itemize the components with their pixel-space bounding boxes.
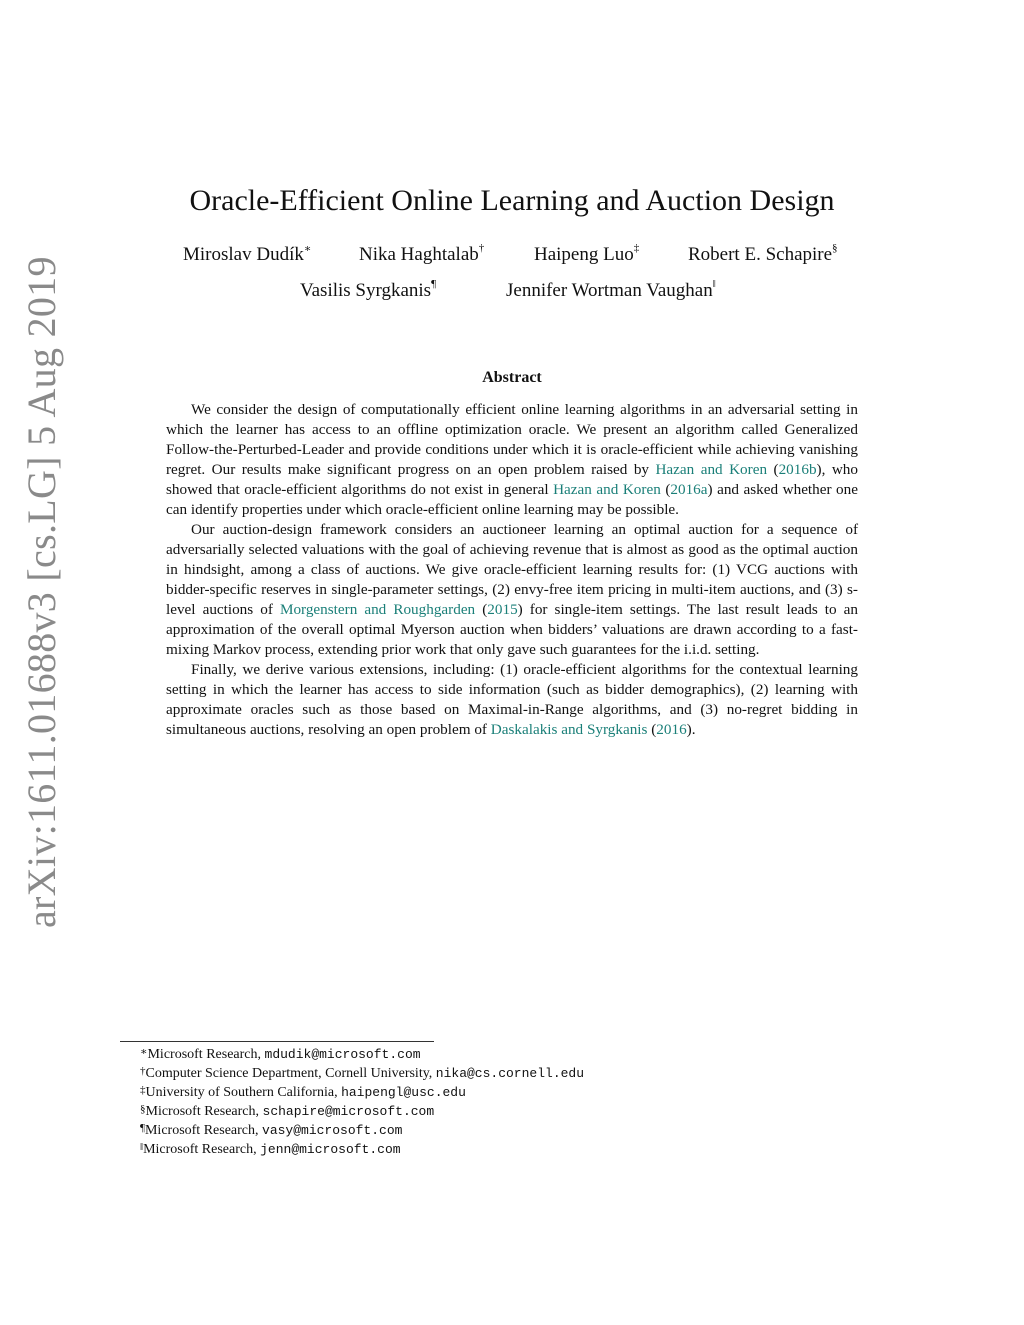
author [359,244,484,266]
paper-title: Oracle-Efficient Online Learning and Auction Design [189,184,835,217]
abstract-paragraph [166,400,858,520]
author-mark: † [478,242,485,254]
text: Finally, we derive various extensions, including: (1) oracle-efficient algorithms for the contextual learning setting in which the learner has access to side information (such as bidder demographics), (2) learning with approximate oracles such as those based on Maximal-in-Range algorithms, and (3) no-regret bidding in simultaneous auctions, resolving an open problem of [166,661,858,738]
citation-link[interactable]: Hazan and Koren [655,461,768,478]
footnote [140,1064,584,1083]
email-address: vasy@microsoft.com [262,1123,403,1138]
author [183,244,311,266]
author [534,244,639,266]
footnote-divider [120,1041,434,1042]
text: ) for single-item settings. The last result leads to an approximation of the overall optimal Myerson auction when bidders’ valuations are drawn according to a fast-mixing Markov process, extending prior work that only gave such guarantees for the i.i.d. setting. [166,601,858,658]
author-mark: ∗ [303,243,312,255]
author-mark: § [832,242,838,254]
text: ( [660,481,671,498]
text: ), who showed that oracle-efficient algorithms do not exist in general [166,461,858,498]
author-name: Robert E. Schapire [688,244,833,265]
text: ). [686,721,696,738]
author [300,280,436,302]
footnote-mark: † [140,1065,146,1077]
footnote [140,1083,584,1102]
affiliation: Computer Science Department, Cornell University, [145,1066,436,1081]
text: ( [475,601,488,618]
author [688,244,838,266]
citation-year-link[interactable]: 2016b [778,461,817,478]
email-address: haipengl@usc.edu [341,1085,466,1100]
author-name: Vasilis Syrgkanis [300,280,432,301]
footnote-mark: ‡ [140,1084,146,1096]
abstract-body [166,400,858,740]
author-mark: ¶ [431,278,437,290]
author-name: Miroslav Dudík [183,244,304,265]
footnotes [140,1045,584,1159]
citation-link[interactable]: Hazan and Koren [553,481,661,498]
email-address: schapire@microsoft.com [262,1104,435,1119]
abstract-paragraph [166,660,858,740]
email-address: jenn@microsoft.com [260,1142,401,1157]
author-name: Nika Haghtalab [359,244,479,265]
footnote-mark: § [140,1103,146,1115]
abstract-heading: Abstract [482,369,542,386]
author-mark: ‖ [712,278,716,290]
text: We consider the design of computationally efficient online learning algorithms in an adversarial setting in which the learner has access to an offline optimization oracle. We present an algorithm called Generalized Follow-the-Perturbed-Leader and provide conditions under which it is oracle-efficient while achieving vanishing regret. Our results make significant progress on an open problem raised by [166,401,858,478]
email-address: nika@cs.cornell.edu [435,1066,585,1081]
citation-link[interactable]: Morgenstern and Roughgarden [279,601,476,618]
affiliation: Microsoft Research, [143,1142,261,1157]
email-address: mdudik@microsoft.com [264,1047,421,1062]
arxiv-side-stamp: arXiv:1611.01688v3 [cs.LG] 5 Aug 2019 [19,256,64,928]
affiliation: Microsoft Research, [145,1104,263,1119]
affiliation: Microsoft Research, [144,1123,263,1138]
footnote [140,1121,584,1140]
affiliation: Microsoft Research, [147,1047,265,1062]
footnote-mark: ¶ [140,1122,145,1134]
footnote [140,1140,584,1159]
footnote-mark: ‖ [140,1141,144,1153]
footnote [140,1045,584,1064]
citation-link[interactable]: Daskalakis and Syrgkanis [490,721,648,738]
text: ( [647,721,657,738]
text: Our auction-design framework considers an auctioneer learning an optimal auction for a sequence of adversarially selected valuations with the goal of achieving revenue that is almost as good as the optimal auction in hindsight, among a class of auctions. We give oracle-efficient learning results for: (1) VCG auctions with bidder-specific reserves in single-parameter settings, (2) envy-free item pricing in multi-item auctions, and (3) s-level auctions of [166,521,858,618]
citation-year-link[interactable]: 2016a [670,481,708,498]
footnote [140,1102,584,1121]
author-name: Haipeng Luo [534,244,634,265]
footnote-mark: ∗ [140,1046,148,1058]
author-name: Jennifer Wortman Vaughan [506,280,713,301]
author [506,280,716,302]
text: ) and asked whether one can identify properties under which oracle-efficient online learning may be possible. [166,481,858,518]
affiliation: University of Southern California, [145,1085,342,1100]
author-mark: ‡ [633,242,640,254]
citation-year-link[interactable]: 2016 [656,721,687,738]
citation-year-link[interactable]: 2015 [487,601,518,618]
text: ( [767,461,779,478]
abstract-paragraph [166,520,858,660]
